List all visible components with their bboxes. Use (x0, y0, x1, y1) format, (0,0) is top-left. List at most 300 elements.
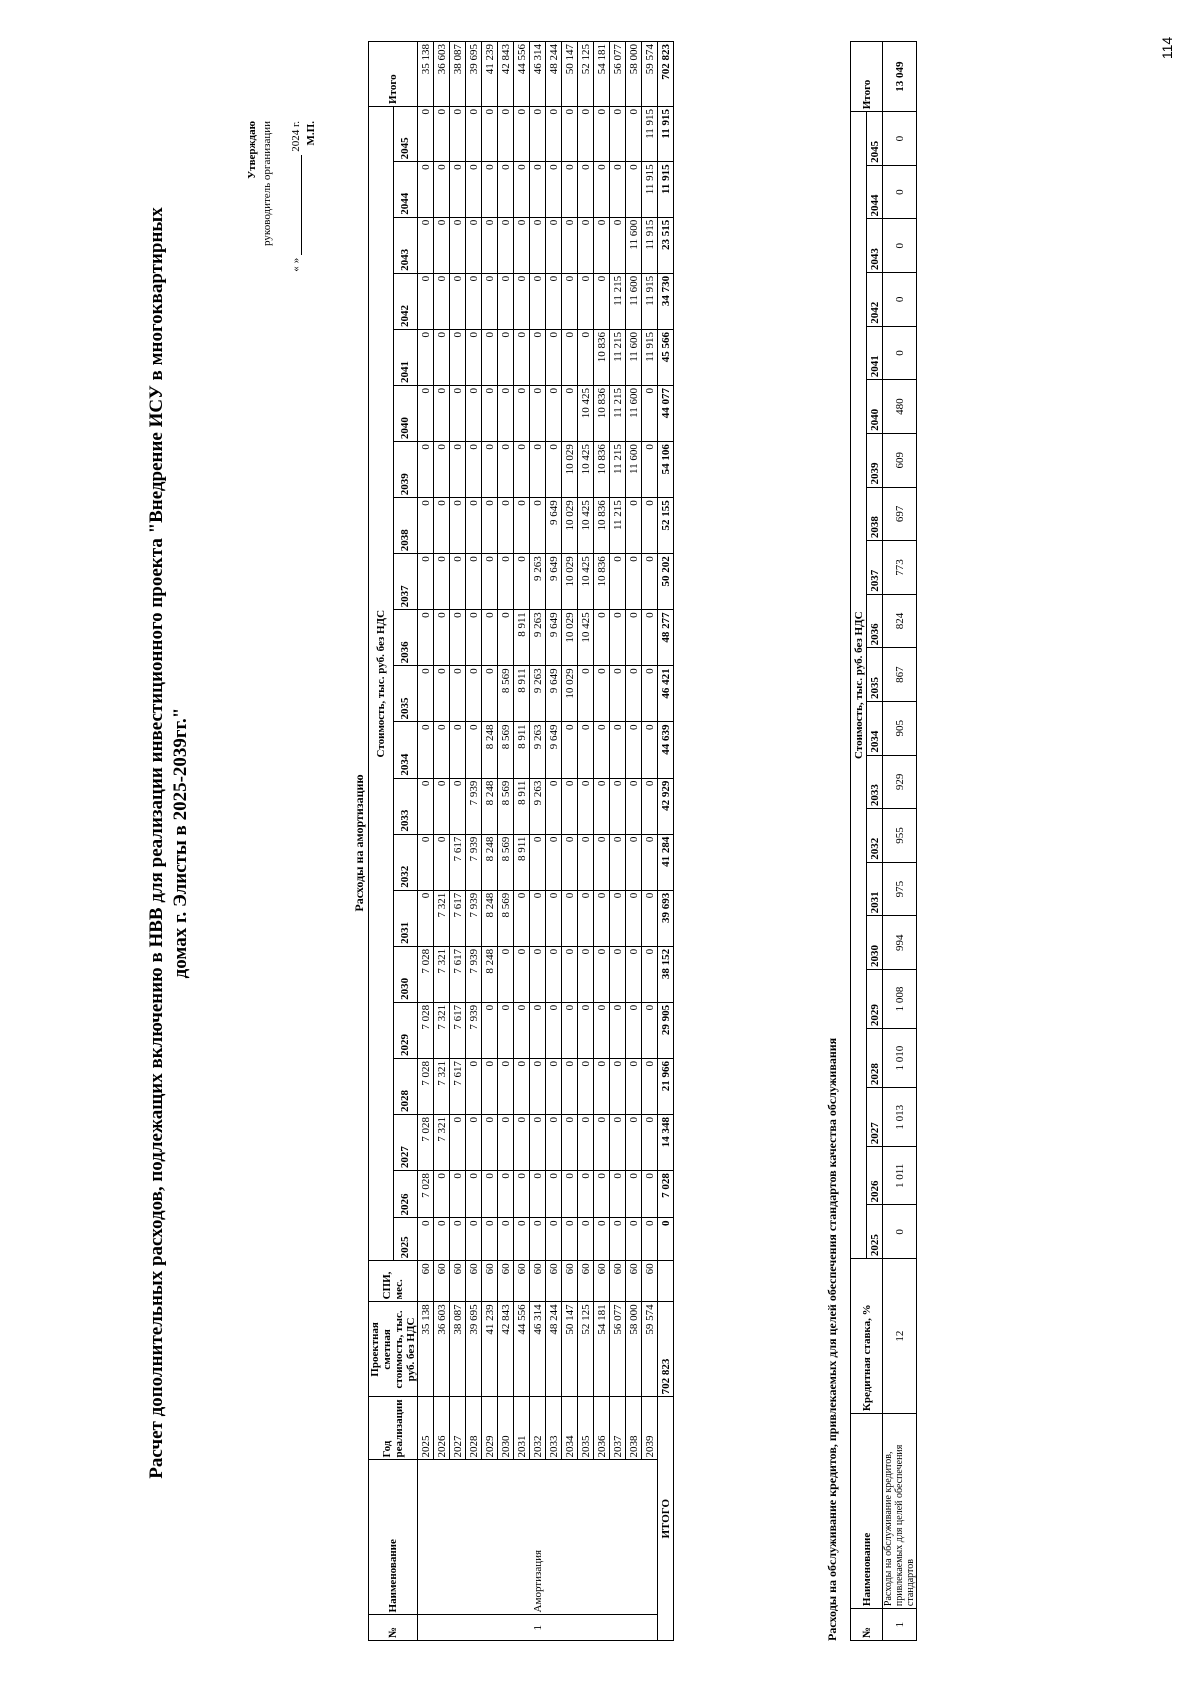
year-value: 11 600 (626, 442, 642, 498)
year-value: 0 (594, 162, 610, 217)
year-value: 0 (546, 890, 562, 946)
total-year-value: 11 915 (658, 106, 674, 161)
year-value: 7 321 (434, 1115, 450, 1171)
year-value: 0 (562, 778, 578, 834)
row-total: 58 000 (626, 42, 642, 107)
year-value: 0 (642, 1115, 658, 1171)
realization-year: 2037 (610, 1397, 626, 1460)
credit-table (850, 41, 917, 1641)
credit-year-value: 0 (883, 1205, 917, 1259)
year-value: 0 (626, 834, 642, 890)
year-value: 0 (626, 1115, 642, 1171)
credit-year-header: 2038 (867, 487, 883, 541)
year-value: 0 (642, 1171, 658, 1218)
project-cost: 36 603 (434, 1302, 450, 1397)
year-value: 0 (594, 946, 610, 1002)
amort-year-header: 2026 (393, 1171, 418, 1218)
credit-year-header: 2028 (867, 1029, 883, 1088)
total-year-value: 21 966 (658, 1058, 674, 1114)
amort-year-header: 2043 (393, 217, 418, 273)
year-value: 0 (434, 217, 450, 273)
year-value: 0 (546, 946, 562, 1002)
year-value: 0 (530, 498, 546, 554)
year-value: 0 (466, 329, 482, 385)
year-value: 0 (498, 329, 514, 385)
year-value: 11 915 (642, 273, 658, 329)
total-year-value: 41 284 (658, 834, 674, 890)
year-value: 10 425 (578, 554, 594, 610)
year-value: 0 (642, 610, 658, 666)
year-value: 0 (530, 890, 546, 946)
year-value: 0 (498, 1058, 514, 1114)
amort-year-header: 2042 (393, 273, 418, 329)
total-year-value: 48 277 (658, 610, 674, 666)
year-value: 10 029 (562, 498, 578, 554)
total-year-value: 0 (658, 1218, 674, 1261)
year-value: 0 (610, 106, 626, 161)
realization-year: 2035 (578, 1397, 594, 1460)
year-value: 0 (450, 217, 466, 273)
total-year-value: 50 202 (658, 554, 674, 610)
total-year-value: 42 929 (658, 778, 674, 834)
amort-year-header: 2040 (393, 386, 418, 442)
credit-year-header: 2033 (867, 755, 883, 809)
year-value: 0 (546, 1171, 562, 1218)
year-value: 0 (466, 610, 482, 666)
year-value: 0 (450, 1115, 466, 1171)
year-value: 0 (530, 162, 546, 217)
table-row (498, 42, 514, 1641)
spi-months: 60 (434, 1261, 450, 1302)
year-value: 0 (626, 666, 642, 722)
year-value: 0 (626, 106, 642, 161)
year-value: 0 (450, 778, 466, 834)
credit-year-header: 2040 (867, 380, 883, 434)
realization-year: 2031 (514, 1397, 530, 1460)
amort-header-row-1 (369, 42, 394, 1641)
total-year-value: 52 155 (658, 498, 674, 554)
approval-block (245, 121, 319, 331)
spi-months: 60 (562, 1261, 578, 1302)
year-value: 0 (594, 1218, 610, 1261)
credit-year-header: 2030 (867, 916, 883, 970)
year-value: 7 321 (434, 946, 450, 1002)
year-value: 0 (482, 1115, 498, 1171)
project-cost: 58 000 (626, 1302, 642, 1397)
credit-year-header: 2045 (867, 112, 883, 166)
year-value: 0 (546, 442, 562, 498)
year-value: 0 (562, 162, 578, 217)
year-value: 0 (466, 106, 482, 161)
year-value: 0 (482, 498, 498, 554)
year-value: 0 (418, 217, 434, 273)
realization-year: 2034 (562, 1397, 578, 1460)
year-value: 0 (546, 217, 562, 273)
year-value: 0 (482, 162, 498, 217)
year-value: 0 (578, 890, 594, 946)
table-row (610, 42, 626, 1641)
credit-year-value: 994 (883, 916, 917, 970)
year-value: 7 028 (418, 1002, 434, 1058)
year-value: 9 263 (530, 666, 546, 722)
year-value: 0 (418, 386, 434, 442)
credit-year-header: 2043 (867, 219, 883, 273)
credit-col-rate-header: Кредитная ставка, % (851, 1259, 883, 1414)
year-value: 0 (530, 442, 546, 498)
year-value: 0 (434, 1171, 450, 1218)
year-value: 0 (482, 666, 498, 722)
year-value: 0 (418, 834, 434, 890)
year-value: 0 (498, 498, 514, 554)
year-value: 0 (546, 834, 562, 890)
year-value: 0 (498, 273, 514, 329)
year-value: 9 649 (546, 498, 562, 554)
year-value: 0 (546, 1058, 562, 1114)
year-value: 0 (578, 106, 594, 161)
year-value: 10 836 (594, 442, 610, 498)
realization-year: 2036 (594, 1397, 610, 1460)
year-value: 9 263 (530, 610, 546, 666)
year-value: 0 (594, 834, 610, 890)
year-value: 0 (562, 890, 578, 946)
credit-col-name-header: Наименование (851, 1414, 883, 1609)
year-value: 0 (530, 1171, 546, 1218)
credit-row-rate: 12 (883, 1259, 917, 1414)
row-total: 48 244 (546, 42, 562, 107)
year-value: 0 (642, 1002, 658, 1058)
col-year-header: Год реализации (369, 1397, 418, 1460)
credit-cost-group-header: Стоимость, тыс. руб. без НДС (851, 112, 867, 1259)
year-value: 0 (498, 386, 514, 442)
year-value: 0 (498, 554, 514, 610)
grand-total: 702 823 (658, 42, 674, 107)
total-year-value: 34 730 (658, 273, 674, 329)
credit-year-value: 1 011 (883, 1147, 917, 1205)
year-value: 0 (610, 946, 626, 1002)
year-value: 10 425 (578, 442, 594, 498)
year-value: 0 (578, 722, 594, 778)
spi-months: 60 (642, 1261, 658, 1302)
credit-year-header: 2032 (867, 809, 883, 863)
year-value: 0 (530, 946, 546, 1002)
year-value: 7 028 (418, 1058, 434, 1114)
realization-year: 2027 (450, 1397, 466, 1460)
project-cost: 56 077 (610, 1302, 626, 1397)
year-value: 7 617 (450, 834, 466, 890)
year-value: 0 (466, 498, 482, 554)
year-value: 0 (578, 666, 594, 722)
credit-row (883, 42, 917, 1641)
year-value: 0 (562, 386, 578, 442)
year-value: 0 (610, 1058, 626, 1114)
year-value: 0 (418, 162, 434, 217)
year-value: 8 911 (514, 722, 530, 778)
year-value: 0 (626, 162, 642, 217)
year-value: 0 (466, 554, 482, 610)
year-value: 0 (514, 106, 530, 161)
table-row (530, 42, 546, 1641)
year-value: 0 (594, 778, 610, 834)
year-value: 0 (546, 386, 562, 442)
year-value: 0 (594, 666, 610, 722)
year-value: 0 (482, 1218, 498, 1261)
year-value: 0 (514, 217, 530, 273)
year-value: 0 (594, 722, 610, 778)
year-value: 0 (530, 1058, 546, 1114)
year-value: 0 (594, 890, 610, 946)
year-value: 0 (610, 1218, 626, 1261)
year-value: 0 (610, 890, 626, 946)
year-value: 0 (466, 162, 482, 217)
year-value: 0 (466, 666, 482, 722)
credit-col-total-header: Итого (851, 42, 883, 112)
year-value: 0 (610, 1115, 626, 1171)
title-line-2: домах г. Элисты в 2025-2039гг." (170, 707, 191, 979)
year-value: 0 (610, 834, 626, 890)
year-value: 0 (578, 1218, 594, 1261)
year-value: 0 (466, 442, 482, 498)
title-line-1: Расчет дополнительных расходов, подлежащих включению в НВВ для реализации инвестиционного проекта "Внедрение ИСУ в многоквартирных (146, 207, 167, 1479)
project-cost: 39 695 (466, 1302, 482, 1397)
year-value: 0 (498, 1115, 514, 1171)
year-value: 0 (466, 1171, 482, 1218)
table-row (578, 42, 594, 1641)
year-value: 0 (498, 946, 514, 1002)
year-value: 0 (450, 386, 466, 442)
year-value: 0 (418, 890, 434, 946)
year-value: 0 (450, 666, 466, 722)
year-value: 7 321 (434, 1058, 450, 1114)
document-title (145, 3, 193, 1683)
amort-year-header: 2037 (393, 554, 418, 610)
spi-months: 60 (450, 1261, 466, 1302)
year-value: 0 (482, 610, 498, 666)
credit-year-header: 2042 (867, 273, 883, 327)
year-value: 8 569 (498, 834, 514, 890)
year-value: 7 321 (434, 890, 450, 946)
year-value: 8 248 (482, 834, 498, 890)
year-value: 0 (562, 329, 578, 385)
year-value: 0 (418, 666, 434, 722)
credit-year-header: 2035 (867, 648, 883, 702)
year-value: 0 (482, 273, 498, 329)
col-cost-header: Проектная сметная стоимость, тыс. руб. без НДС (369, 1302, 418, 1397)
year-value: 0 (434, 106, 450, 161)
year-value: 0 (610, 666, 626, 722)
realization-year: 2038 (626, 1397, 642, 1460)
total-row (658, 42, 674, 1641)
credit-year-value: 773 (883, 541, 917, 595)
realization-year: 2033 (546, 1397, 562, 1460)
year-value: 11 215 (610, 329, 626, 385)
amort-year-header: 2029 (393, 1002, 418, 1058)
project-cost: 50 147 (562, 1302, 578, 1397)
year-value: 11 215 (610, 386, 626, 442)
year-value: 10 029 (562, 554, 578, 610)
year-value: 0 (530, 834, 546, 890)
year-value: 0 (530, 106, 546, 161)
year-value: 0 (530, 386, 546, 442)
table-row (450, 42, 466, 1641)
year-value: 0 (514, 162, 530, 217)
year-value: 0 (434, 386, 450, 442)
realization-year: 2032 (530, 1397, 546, 1460)
year-value: 0 (562, 106, 578, 161)
year-value: 8 248 (482, 946, 498, 1002)
year-value: 10 425 (578, 386, 594, 442)
year-value: 0 (434, 666, 450, 722)
year-value: 7 939 (466, 890, 482, 946)
total-year-value: 29 905 (658, 1002, 674, 1058)
credit-year-value: 975 (883, 862, 917, 916)
realization-year: 2029 (482, 1397, 498, 1460)
year-value: 10 836 (594, 554, 610, 610)
year-value: 0 (434, 442, 450, 498)
row-total: 38 087 (450, 42, 466, 107)
year-value: 0 (514, 1171, 530, 1218)
approve-date-line (289, 121, 304, 331)
cost-group-header: Стоимость, тыс. руб. без НДС (369, 106, 394, 1260)
year-value: 0 (610, 610, 626, 666)
amort-year-header: 2039 (393, 442, 418, 498)
year-value: 7 939 (466, 1002, 482, 1058)
year-value: 0 (626, 1171, 642, 1218)
total-spi-empty (658, 1261, 674, 1302)
amortization-body (418, 42, 674, 1641)
year-value: 0 (530, 273, 546, 329)
year-value: 0 (466, 1115, 482, 1171)
year-value: 0 (642, 778, 658, 834)
year-value: 7 321 (434, 1002, 450, 1058)
year-value: 0 (514, 890, 530, 946)
year-value: 0 (642, 554, 658, 610)
spi-months: 60 (594, 1261, 610, 1302)
year-value: 0 (546, 1115, 562, 1171)
year-value: 8 911 (514, 778, 530, 834)
year-value: 0 (498, 610, 514, 666)
year-value: 0 (642, 1058, 658, 1114)
project-cost: 48 244 (546, 1302, 562, 1397)
total-year-value: 23 515 (658, 217, 674, 273)
credit-header-row-1 (851, 42, 867, 1641)
year-value: 0 (450, 498, 466, 554)
project-cost: 44 556 (514, 1302, 530, 1397)
year-value: 8 911 (514, 666, 530, 722)
year-value: 0 (626, 1218, 642, 1261)
year-value: 0 (498, 1171, 514, 1218)
total-year-value: 46 421 (658, 666, 674, 722)
credit-year-header: 2031 (867, 862, 883, 916)
year-value: 11 915 (642, 217, 658, 273)
year-value: 0 (626, 554, 642, 610)
year-value: 0 (466, 1058, 482, 1114)
year-value: 0 (482, 386, 498, 442)
year-value: 0 (578, 834, 594, 890)
col-spi-header: СПИ, мес. (369, 1261, 418, 1302)
year-value: 0 (514, 329, 530, 385)
total-year-value: 54 106 (658, 442, 674, 498)
year-value: 0 (546, 273, 562, 329)
year-value: 0 (418, 554, 434, 610)
row-total: 50 147 (562, 42, 578, 107)
amort-year-header: 2030 (393, 946, 418, 1002)
year-value: 0 (626, 1058, 642, 1114)
year-value: 0 (562, 834, 578, 890)
year-value: 0 (418, 610, 434, 666)
year-value: 0 (450, 106, 466, 161)
year-value: 8 248 (482, 890, 498, 946)
amort-year-header: 2025 (393, 1218, 418, 1261)
year-value: 0 (450, 554, 466, 610)
credit-year-header: 2044 (867, 165, 883, 219)
year-value: 11 915 (642, 162, 658, 217)
table-row (594, 42, 610, 1641)
realization-year: 2026 (434, 1397, 450, 1460)
year-value: 10 029 (562, 442, 578, 498)
year-value: 0 (546, 778, 562, 834)
year-value: 0 (450, 329, 466, 385)
year-value: 0 (482, 1058, 498, 1114)
amort-year-header: 2045 (393, 106, 418, 161)
year-value: 7 028 (418, 1115, 434, 1171)
year-value: 0 (498, 217, 514, 273)
year-value: 0 (514, 1058, 530, 1114)
year-value: 0 (450, 722, 466, 778)
credit-year-value: 480 (883, 380, 917, 434)
col-num-header: № (369, 1615, 418, 1641)
credit-year-value: 1 013 (883, 1088, 917, 1147)
year-value: 10 029 (562, 666, 578, 722)
table-row (626, 42, 642, 1641)
year-value: 7 617 (450, 890, 466, 946)
table-row (642, 42, 658, 1641)
year-value: 0 (482, 329, 498, 385)
realization-year: 2030 (498, 1397, 514, 1460)
year-value: 0 (610, 722, 626, 778)
year-value: 0 (482, 217, 498, 273)
year-value: 10 029 (562, 610, 578, 666)
year-value: 11 600 (626, 273, 642, 329)
credit-year-value: 0 (883, 112, 917, 166)
row-total: 54 181 (594, 42, 610, 107)
amort-year-header: 2028 (393, 1058, 418, 1114)
credit-row-name: Расходы на обслуживание кредитов, привлекаемых для целей обеспечения стандартов (883, 1414, 917, 1609)
year-value: 0 (418, 778, 434, 834)
year-value: 0 (434, 554, 450, 610)
year-value: 7 939 (466, 778, 482, 834)
row-total: 42 843 (498, 42, 514, 107)
year-value: 0 (642, 890, 658, 946)
year-value: 0 (418, 106, 434, 161)
credit-year-header: 2039 (867, 433, 883, 487)
credit-year-value: 697 (883, 487, 917, 541)
spi-months: 60 (498, 1261, 514, 1302)
year-value: 7 939 (466, 834, 482, 890)
year-value: 0 (626, 610, 642, 666)
spi-months: 60 (578, 1261, 594, 1302)
table-row (482, 42, 498, 1641)
year-value: 0 (450, 162, 466, 217)
year-value: 0 (482, 1002, 498, 1058)
project-cost: 54 181 (594, 1302, 610, 1397)
year-value: 0 (530, 1002, 546, 1058)
amort-year-header: 2038 (393, 498, 418, 554)
year-value: 0 (610, 1002, 626, 1058)
page-number: 114 (1158, 36, 1175, 60)
total-year-value: 38 152 (658, 946, 674, 1002)
row-name: Амортизация (418, 1460, 658, 1615)
year-value: 0 (546, 162, 562, 217)
